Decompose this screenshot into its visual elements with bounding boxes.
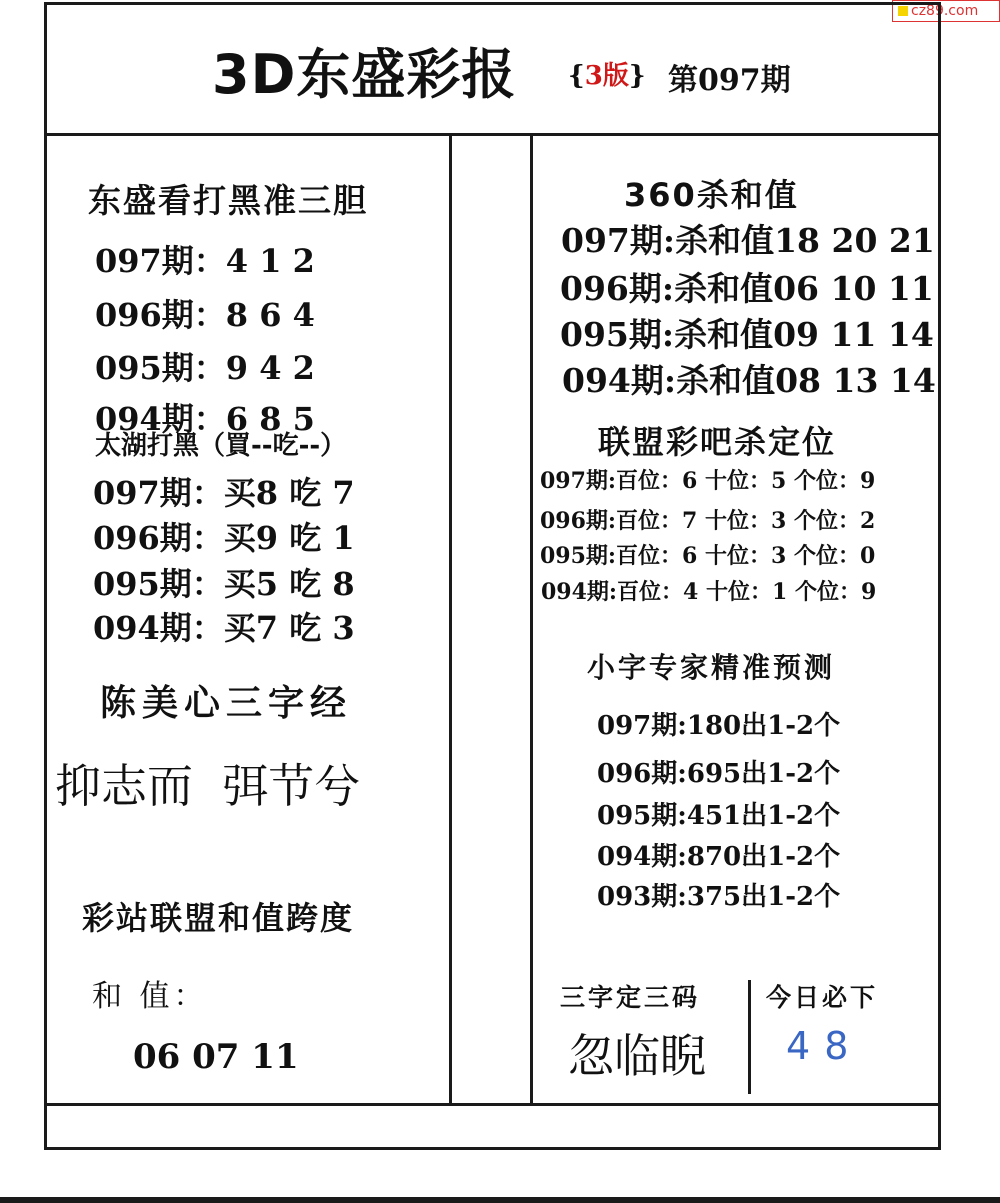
right-sec3-row: 093期:375出1-2个	[597, 882, 841, 912]
left-sec1-row: 094期：6 8 5	[95, 400, 315, 438]
page-bottom-rule	[0, 1197, 1000, 1203]
right-sec4-title-a: 三字定三码	[560, 983, 701, 1012]
right-sec3-row: 097期:180出1-2个	[597, 711, 841, 741]
left-sec1-title: 东盛看打黑准三胆	[88, 181, 368, 220]
left-sec4-label: 和 值：	[92, 979, 208, 1014]
version-number: 3版	[584, 61, 629, 91]
right-sec1-row: 096期:杀和值06 10 11	[560, 269, 934, 308]
left-sec1-row: 097期：4 1 2	[95, 242, 315, 280]
digit-first: 4	[786, 1024, 825, 1068]
right-sec2-row: 097期:百位：6 十位：5 个位：9	[540, 468, 876, 494]
page-title: 3D东盛彩报	[212, 43, 517, 106]
right-sec2-row: 096期:百位：7 十位：3 个位：2	[540, 508, 876, 534]
right-sec2-row: 094期:百位：4 十位：1 个位：9	[541, 579, 877, 605]
left-sec3-text: 抑志而 弭节兮	[55, 759, 361, 813]
issue-number: 第097期	[668, 63, 791, 98]
left-sec3-title: 陈美心三字经	[100, 682, 353, 724]
left-sec2-row: 096期：买9 吃 1	[93, 519, 355, 557]
right-sec2-row: 095期:百位：6 十位：3 个位：0	[540, 543, 876, 569]
right-sec4-text-a: 忽临睨	[568, 1029, 706, 1083]
right-sec1-row: 094期:杀和值08 13 14	[562, 361, 936, 400]
version-brace-close: }	[628, 61, 646, 91]
left-sec2-row: 095期：买5 吃 8	[93, 565, 355, 603]
bottom-box-divider	[748, 980, 751, 1094]
left-sec1-row: 095期：9 4 2	[95, 349, 315, 387]
right-sec4-title-b: 今日必下	[766, 983, 879, 1012]
right-sec2-title: 联盟彩吧杀定位	[598, 423, 837, 461]
left-sec2-title: 太湖打黑（買--吃--）	[95, 431, 347, 461]
header-divider	[44, 133, 941, 136]
center-divider-right	[530, 136, 533, 1103]
left-sec2-row: 094期：买7 吃 3	[93, 609, 355, 647]
digit-second: 8	[824, 1024, 863, 1068]
right-sec1-row: 097期:杀和值18 20 21	[561, 221, 935, 260]
right-sec3-row: 094期:870出1-2个	[597, 842, 841, 872]
watermark-text: cz89.com	[911, 3, 979, 19]
left-sec2-row: 097期：买8 吃 7	[93, 474, 355, 512]
right-sec3-row: 096期:695出1-2个	[597, 759, 841, 789]
left-sec4-value: 06 07 11	[133, 1037, 299, 1077]
right-sec3-title: 小字专家精准预测	[587, 651, 836, 684]
version-badge	[568, 55, 646, 92]
version-brace-open: {	[568, 61, 585, 91]
footer-divider	[44, 1103, 941, 1106]
left-sec1-row: 096期：8 6 4	[95, 296, 315, 334]
right-sec1-title: 360杀和值	[624, 176, 799, 214]
right-sec4-digits	[786, 1024, 862, 1068]
left-sec4-title: 彩站联盟和值跨度	[82, 899, 355, 937]
center-divider-left	[449, 136, 452, 1103]
right-sec1-row: 095期:杀和值09 11 14	[560, 315, 934, 354]
right-sec3-row: 095期:451出1-2个	[597, 801, 841, 831]
